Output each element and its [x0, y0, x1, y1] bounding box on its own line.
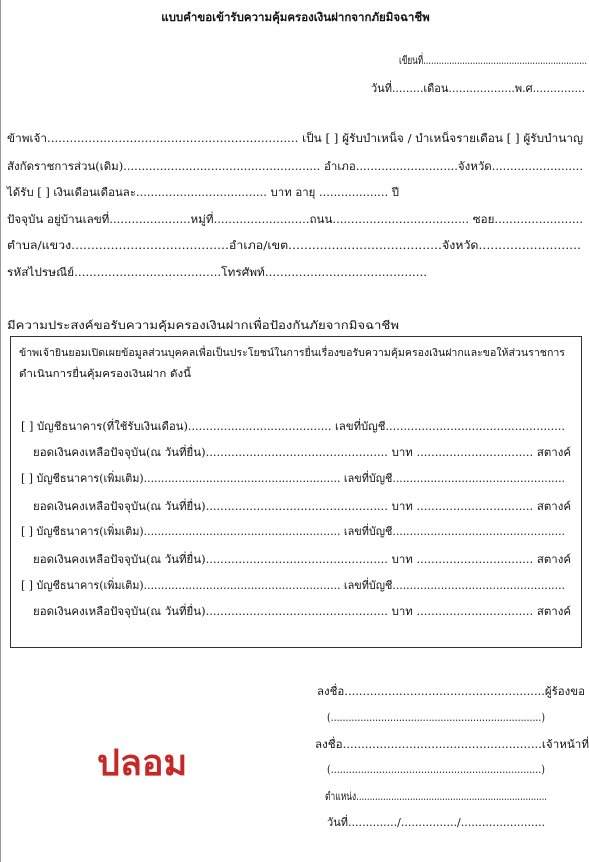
applicant-line-6: รหัสไปรษณีย์.......................................โทรศัพท์........................................... — [7, 266, 427, 279]
account-line: [ ] บัญชีธนาคาร(เพิ่มเติม)......................................................... เลขที่บัญชี.................................................. — [21, 472, 565, 485]
balance-line: ยอดเงินคงเหลือปัจจุบัน(ณ วันที่ยื่น).................................................. บาท ................................ สตางค์ — [33, 553, 571, 566]
applicant-line-3: ได้รับ [ ] เงินเดือนเดือนละ.................................... บาท อายุ ................... ปี — [7, 186, 399, 199]
account-line: [ ] บัญชีธนาคาร(ที่ใช้รับเงินเดือน)........................................ เลขที่บัญชี.................................................. — [21, 420, 565, 433]
account-line: [ ] บัญชีธนาคาร(เพิ่มเติม)......................................................... เลขที่บัญชี.................................................. — [21, 579, 565, 592]
balance-line: ยอดเงินคงเหลือปัจจุบัน(ณ วันที่ยื่น).................................................. บาท ................................ สตางค์ — [33, 446, 571, 459]
officer-printed-name: (......................................................................) — [327, 763, 545, 776]
purpose-heading: มีความประสงค์ขอรับความคุ้มครองเงินฝากเพื่อป้องกันภัยจากมิจฉาชีพ — [7, 319, 399, 332]
written-at-line: เขียนที่............................................................... — [399, 54, 587, 67]
form-title: แบบคำขอเข้ารับความคุ้มครองเงินฝากจากภัยมิจฉาชีพ — [161, 10, 430, 24]
account-box — [10, 336, 582, 648]
applicant-printed-name: (.......................................................................) — [327, 711, 545, 724]
applicant-line-5: ตำบล/แขวง........................................อำเภอ/เขต.......................................จังหวัด.......................... — [7, 239, 581, 252]
applicant-line-4: ปัจจุบัน อยู่บ้านเลขที่......................หมู่ที่..........................ถนน..................................... ซอย........................ — [7, 213, 583, 226]
applicant-line-2: สังกัดราชการส่วน(เดิม)...................................................... อำเภอ............................จังหวัด......................... — [7, 160, 583, 173]
fake-stamp: ปลอม — [97, 743, 188, 784]
officer-signature: ลงชื่อ......................................................เจ้าหน้าที่ — [315, 738, 589, 751]
account-line: [ ] บัญชีธนาคาร(เพิ่มเติม)......................................................... เลขที่บัญชี.................................................. — [21, 525, 565, 538]
applicant-line-1: ข้าพเจ้า................................................................... เป็น [ ] ผู้รับบำเหน็จ / บำเหน็จรายเดือน [ ] ผู้รับบำนาญ — [7, 132, 583, 145]
balance-line: ยอดเงินคงเหลือปัจจุบัน(ณ วันที่ยื่น).................................................. บาท ................................ สตางค์ — [33, 500, 571, 513]
balance-line: ยอดเงินคงเหลือปัจจุบัน(ณ วันที่ยื่น).................................................. บาท ................................ สตางค์ — [33, 605, 571, 618]
date-line: วันที่.........เดือน...................พ.ศ............... — [371, 82, 585, 95]
applicant-signature: ลงชื่อ.......................................................ผู้ร้องขอ — [317, 685, 585, 698]
signature-date: วันที่............../................/........................ — [327, 816, 545, 829]
officer-position: ตำแหน่ง....................................................................... — [325, 790, 547, 803]
consent-line-1: ข้าพเจ้ายินยอมเปิดเผยข้อมูลส่วนบุคคลเพื่อเป็นประโยชน์ในการยื่นเรื่องขอรับความคุ้มครองเงินฝากและขอให้ส่วนราชการ — [19, 348, 565, 359]
consent-line-2: ดำเนินการยื่นคุ้มครองเงินฝาก ดังนี้ — [19, 369, 191, 380]
